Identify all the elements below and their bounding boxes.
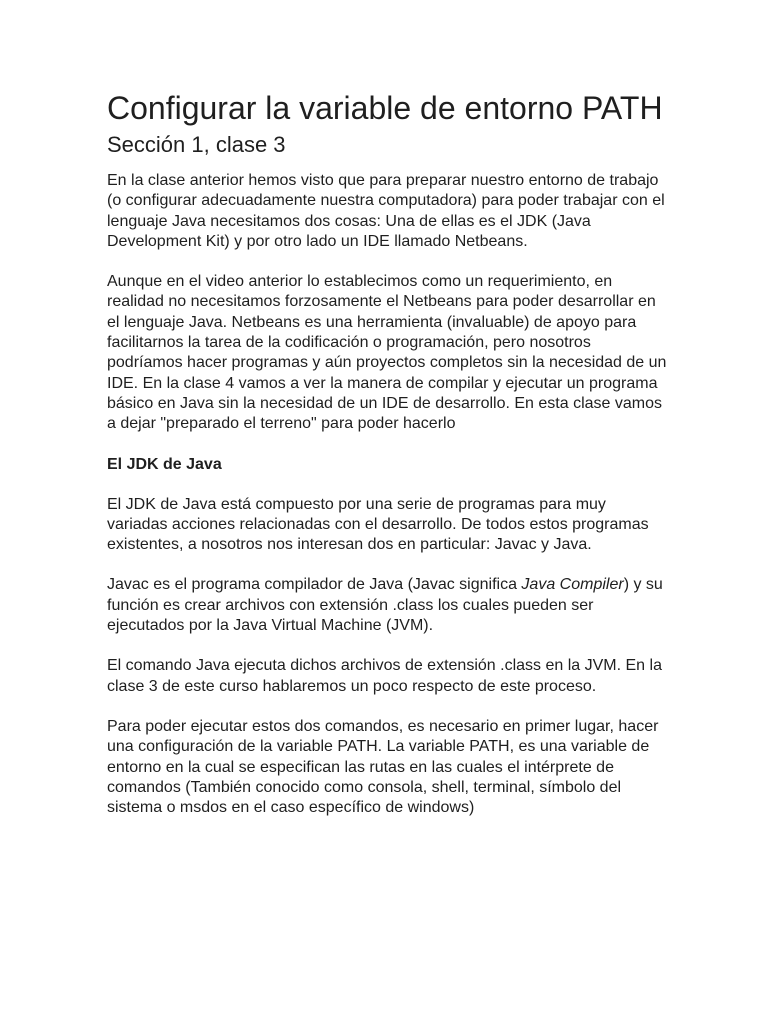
java-compiler-emphasis: Java Compiler xyxy=(521,576,624,594)
page-title: Configurar la variable de entorno PATH xyxy=(107,90,663,126)
document-page xyxy=(107,88,667,838)
paragraph-javac xyxy=(107,575,667,636)
paragraph-javac-start: Javac es el programa compilador de Java (Javac significa xyxy=(107,576,522,594)
section-heading-jdk: El JDK de Java xyxy=(107,455,222,473)
paragraph-java-command: El comando Java ejecuta dichos archivos de extensión .class en la JVM. En la clase 3 de este curso hablaremos un poco respecto de este proceso. xyxy=(107,657,662,695)
paragraph-path: Para poder ejecutar estos dos comandos, es necesario en primer lugar, hacer una configuración de la variable PATH. La variable PATH, es una variable de entorno en la cual se especifican las rutas en las cuales el intérprete de comandos (También conocido como consola, shell, terminal, símbolo del sistema o msdos en el caso específico de windows) xyxy=(107,717,659,817)
paragraph-intro: En la clase anterior hemos visto que para preparar nuestro entorno de trabajo (o configurar adecuadamente nuestra computadora) para poder trabajar con el lenguaje Java necesitamos dos cosas: Una de ellas es el JDK (Java Development Kit) y por otro lado un IDE llamado Netbeans. xyxy=(107,172,665,250)
paragraph-netbeans: Aunque en el video anterior lo establecimos como un requerimiento, en realidad no necesitamos forzosamente el Netbeans para poder desarrollar en el lenguaje Java. Netbeans es una herramienta (invaluable) de apoyo para facilitarnos la tarea de la codificación o programación, pero nosotros podríamos hacer programas y aún proyectos completos sin la necesidad de un IDE. En la clase 4 vamos a ver la manera de compilar y ejecutar un programa básico en Java sin la necesidad de un IDE de desarrollo. En esta clase vamos a dejar "preparado el terreno" para poder hacerlo xyxy=(107,273,667,433)
paragraph-javac-end: ) y su función es crear archivos con extensión .class los cuales pueden ser ejecutados por la Java Virtual Machine (JVM). xyxy=(107,576,663,635)
paragraph-jdk: El JDK de Java está compuesto por una serie de programas para muy variadas acciones relacionadas con el desarrollo. De todos estos programas existentes, a nosotros nos interesan dos en particular: Javac y Java. xyxy=(107,495,649,554)
page-subtitle: Sección 1, clase 3 xyxy=(107,132,286,157)
